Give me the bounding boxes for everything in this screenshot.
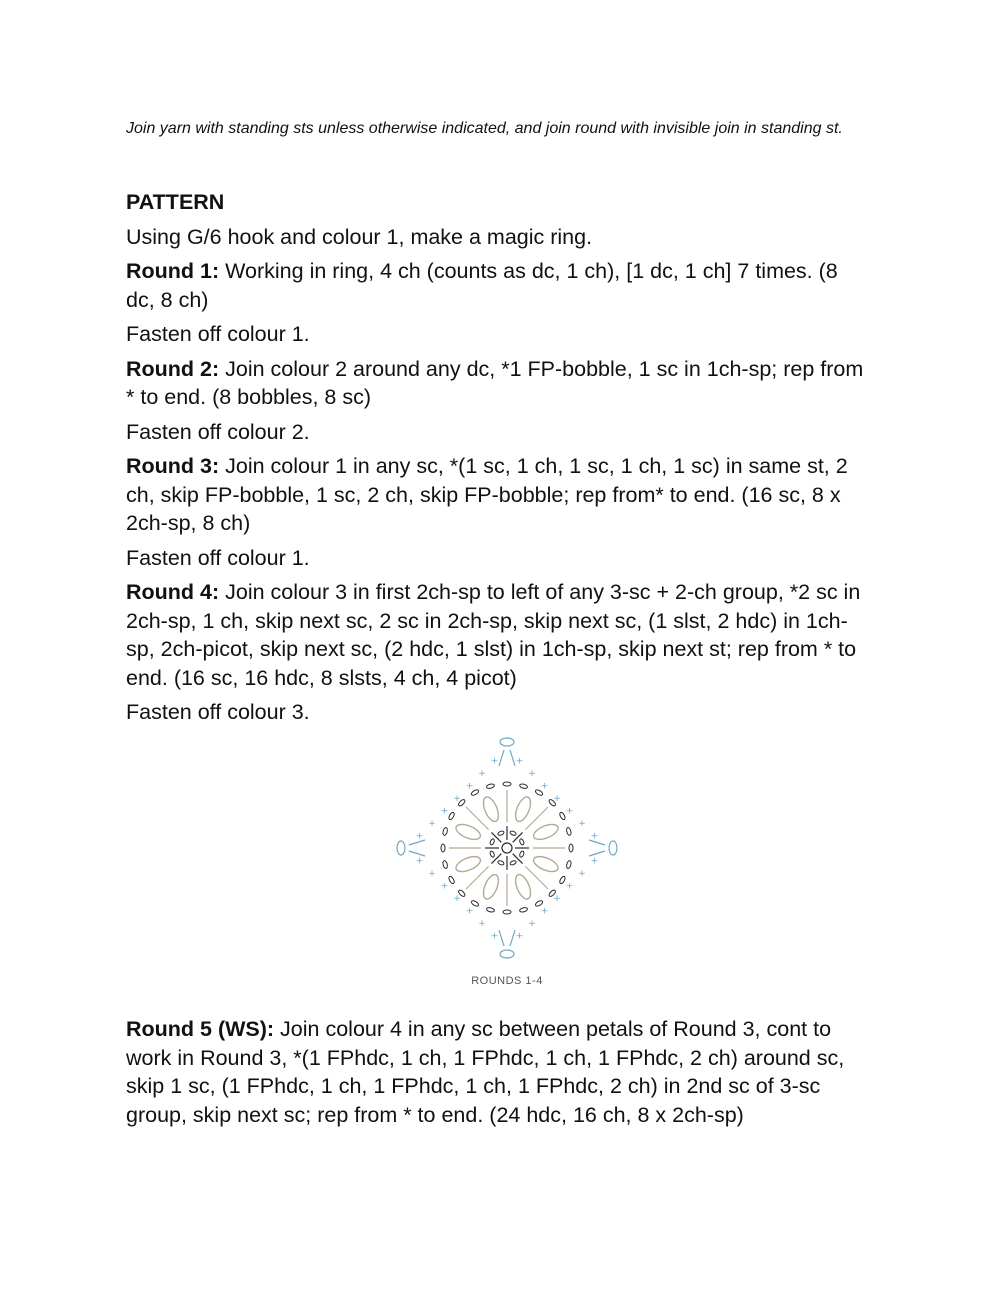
pattern-section <box>126 188 871 733</box>
bobble-petal-mark <box>531 821 560 842</box>
chain-mark <box>448 812 455 821</box>
chain-mark <box>486 907 495 913</box>
round-label: Round 2: <box>126 356 220 381</box>
hdc-stitch-mark <box>589 851 605 856</box>
chain-mark <box>503 782 511 786</box>
chain-mark <box>497 830 504 836</box>
round-2 <box>126 355 871 412</box>
sc-stitch-mark: + <box>515 931 524 942</box>
chain-mark <box>442 860 448 869</box>
bobble-petal-mark <box>454 821 483 842</box>
round-label: Round 5 (WS): <box>126 1017 275 1041</box>
sc-stitch-mark: + <box>478 769 486 779</box>
sc-stitch-mark: + <box>428 869 436 879</box>
diagram-caption: ROUNDS 1-4 <box>471 975 543 987</box>
round-text: Working in ring, 4 ch (counts as dc, 1 ch), [1 dc, 1 ch] 7 times. (8 dc, 8 ch) <box>126 259 838 312</box>
chain-mark <box>497 860 504 866</box>
chain-mark <box>441 844 445 852</box>
fasten-off-note: Fasten off colour 3. <box>126 700 310 724</box>
picot-mark <box>500 950 514 958</box>
sc-stitch-mark: + <box>440 806 449 817</box>
pattern-heading: PATTERN <box>126 190 225 214</box>
round-label: Round 1: <box>126 259 220 283</box>
magic-ring-mark <box>502 843 512 853</box>
fasten-off-note: Fasten off colour 2. <box>126 419 310 444</box>
sc-stitch-mark: + <box>515 756 524 767</box>
round-text: Join colour 1 in any sc, *(1 sc, 1 ch, 1 sc, 1 ch, 1 sc) in same st, 2 ch, skip FP-bobble, 1 sc, 2 ch, skip FP-bobble; rep from* to end. (16 sc, 8 x 2ch-sp, 8 ch) <box>126 454 848 535</box>
sc-stitch-mark: + <box>428 819 436 829</box>
fasten-off-note: Fasten off colour 1. <box>126 322 310 346</box>
round-text: Join colour 3 in first 2ch-sp to left of any 3-sc + 2-ch group, *2 sc in 2ch-sp, 1 ch, skip next sc, 2 sc in 2ch-sp, skip next sc, (1 slst, 2 hdc) in 1ch-sp, 2ch-picot, skip next sc, (2 hdc, 1 slst) in 1ch-sp, skip next st; rep from * to end. (16 sc, 16 hdc, 8 slsts, 4 ch, 4 picot) <box>126 580 861 690</box>
sc-stitch-mark: + <box>553 794 561 804</box>
sc-stitch-mark: + <box>540 781 549 792</box>
sc-stitch-mark: + <box>490 931 499 942</box>
sc-stitch-mark: + <box>578 869 586 879</box>
chain-mark <box>489 850 495 857</box>
sc-stitch-mark: + <box>415 856 424 867</box>
sc-stitch-mark: + <box>415 831 424 842</box>
sc-stitch-mark: + <box>578 819 586 829</box>
sc-stitch-mark: + <box>540 906 549 917</box>
sc-stitch-mark: + <box>453 794 461 804</box>
chain-mark <box>509 830 516 836</box>
picot-mark <box>500 738 514 746</box>
picot-mark <box>609 841 617 855</box>
sc-stitch-mark: + <box>565 806 574 817</box>
chain-mark <box>519 850 525 857</box>
round-4 <box>126 578 871 692</box>
sc-stitch-mark: + <box>553 894 561 904</box>
round-label: Round 3: <box>126 454 220 478</box>
chain-mark <box>486 783 495 789</box>
chain-mark <box>519 783 528 789</box>
round-text: Join colour 4 in any sc between petals of Round 3, cont to work in Round 3, *(1 FPhdc, 1 ch, 1 FPhdc, 1 ch, 1 FPhdc, 2 ch) around sc, skip 1 sc, (1 FPhdc, 1 ch, 1 FPhdc, 1 ch, 1 FPhdc, 2 ch) in 2nd sc of 3-sc group, skip next sc; rep from * to end. (24 hdc, 16 ch, 8 x 2ch-sp) <box>126 1017 845 1127</box>
bobble-petal-mark <box>480 872 501 901</box>
sc-stitch-mark: + <box>440 881 449 892</box>
dc-stitch-mark <box>513 832 523 842</box>
sc-stitch-mark: + <box>465 906 474 917</box>
dc-stitch-mark <box>513 854 523 864</box>
sc-stitch-mark: + <box>565 881 574 892</box>
round-label: Round 4: <box>126 580 220 604</box>
bobble-petal-mark <box>454 854 483 875</box>
round-5 <box>126 1015 871 1129</box>
bobble-petal-mark <box>513 795 534 824</box>
chain-mark <box>569 844 573 852</box>
bobble-petal-mark <box>531 854 560 875</box>
dc-stitch-mark <box>491 854 501 864</box>
hdc-stitch-mark <box>499 930 504 946</box>
sc-stitch-mark: + <box>478 919 486 929</box>
sc-stitch-mark: + <box>528 769 536 779</box>
picot-mark <box>397 841 405 855</box>
chain-mark <box>566 860 572 869</box>
chain-mark <box>442 827 448 836</box>
chain-mark <box>448 876 455 885</box>
sc-stitch-mark: + <box>465 781 474 792</box>
bobble-petal-mark <box>480 795 501 824</box>
pattern-intro: Using G/6 hook and colour 1, make a magic ring. <box>126 224 593 249</box>
chain-mark <box>519 838 525 845</box>
crochet-chart-diagram <box>376 730 638 992</box>
chain-mark <box>519 907 528 913</box>
hdc-stitch-mark <box>499 750 504 766</box>
round-text: Join colour 2 around any dc, *1 FP-bobble, 1 sc in 1ch-sp; rep from * to end. (8 bobbles, 8 sc) <box>126 356 864 409</box>
hdc-stitch-mark <box>510 930 515 946</box>
round-3 <box>126 452 871 538</box>
round-1 <box>126 257 871 314</box>
sc-stitch-mark: + <box>528 919 536 929</box>
dc-stitch-mark <box>491 832 501 842</box>
chain-mark <box>566 827 572 836</box>
sc-stitch-mark: + <box>490 756 499 767</box>
chain-mark <box>503 910 511 914</box>
hdc-stitch-mark <box>409 851 425 856</box>
bobble-petal-mark <box>513 872 534 901</box>
chain-mark <box>509 860 516 866</box>
hdc-stitch-mark <box>510 750 515 766</box>
fasten-off-note: Fasten off colour 1. <box>126 545 310 570</box>
sc-stitch-mark: + <box>590 831 599 842</box>
sc-stitch-mark: + <box>453 894 461 904</box>
joining-note: Join yarn with standing sts unless otherwise indicated, and join round with invisible join in standing st. <box>126 120 843 137</box>
chain-mark <box>489 838 495 845</box>
crochet-chart-svg <box>376 730 638 992</box>
sc-stitch-mark: + <box>590 856 599 867</box>
